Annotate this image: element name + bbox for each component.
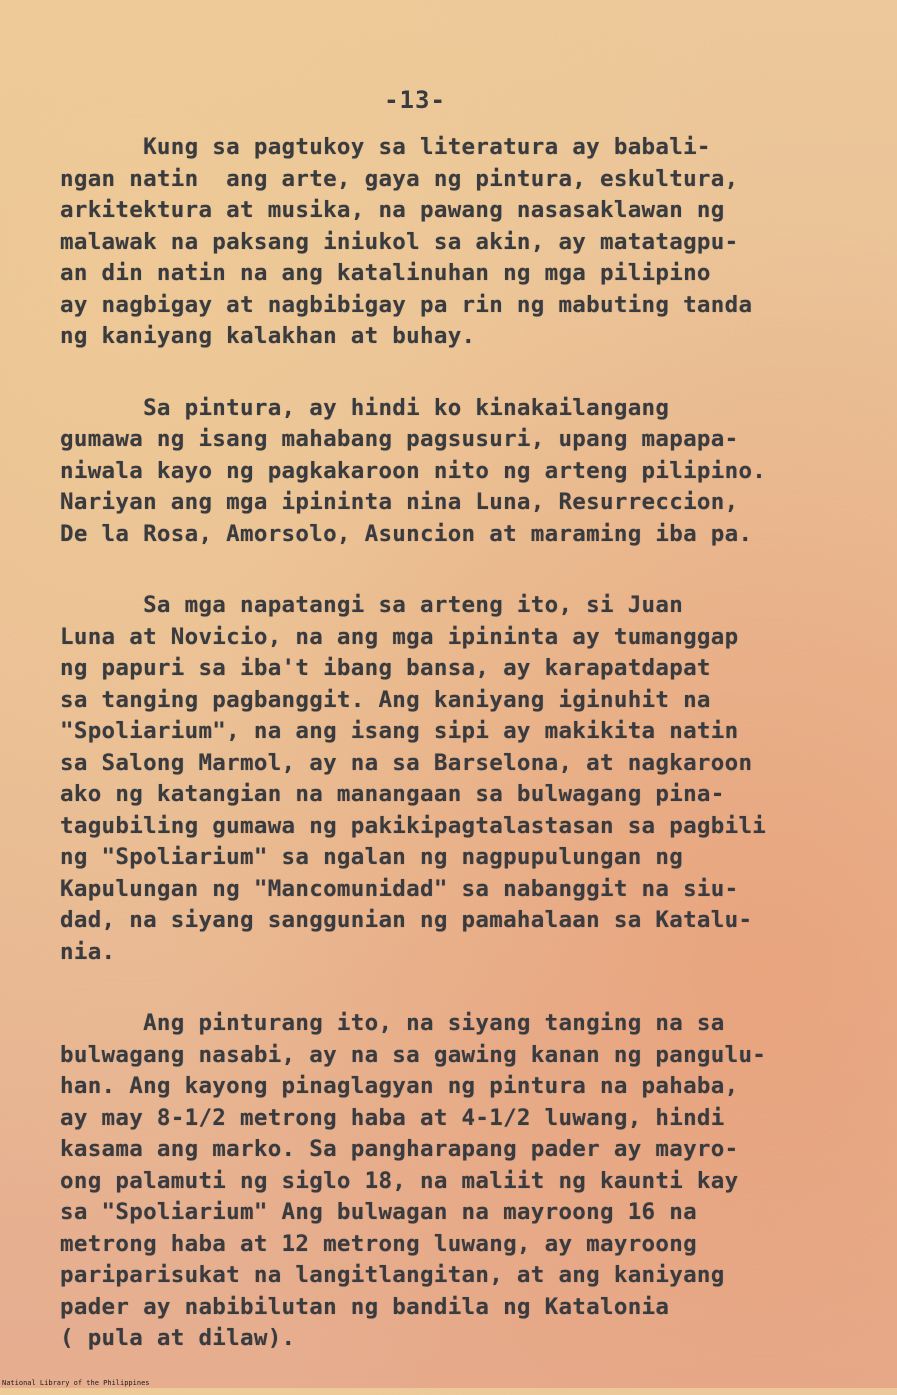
text-line: De la Rosa, Amorsolo, Asuncion at maraming iba pa. xyxy=(60,520,753,547)
text-line: dad, na siyang sanggunian ng pamahalaan sa Katalu- xyxy=(60,907,753,933)
text-line: nia. xyxy=(60,938,116,965)
paragraph-luna-novicio xyxy=(60,590,860,968)
text-line: sa "Spoliarium" Ang bulwagan na mayroong 16 na xyxy=(60,1199,697,1225)
text-line: ong palamuti ng siglo 18, na maliit ng kaunti kay xyxy=(60,1167,739,1194)
text-line: arkitektura at musika, na pawang nasasaklawan ng xyxy=(60,197,725,223)
text-line: bulwagang nasabi, ay na sa gawing kanan ng pangulu- xyxy=(60,1041,767,1068)
text-line: Sa pintura, ay hindi ko kinakailangang xyxy=(60,394,670,421)
footer-credit: National Library of the Philippines xyxy=(2,1379,150,1387)
text-line: ako ng katangian na manangaan sa bulwagang pina- xyxy=(60,781,725,807)
text-line: kasama ang marko. Sa pangharapang pader ay mayro- xyxy=(60,1136,739,1162)
page-number: -13- xyxy=(384,86,446,114)
text-line: sa Salong Marmol, ay na sa Barselona, at nagkaroon xyxy=(60,749,753,776)
text-line: Kung sa pagtukoy sa literatura ay babali- xyxy=(60,134,711,160)
text-line: gumawa ng isang mahabang pagsusuri, upang mapapa- xyxy=(60,426,739,452)
body-text xyxy=(60,132,860,1395)
paragraph-literature xyxy=(60,132,860,353)
text-line: metrong haba at 12 metrong luwang, ay mayroong xyxy=(60,1230,697,1257)
text-line: ngan natin ang arte, gaya ng pintura, eskultura, xyxy=(60,165,739,192)
text-line: ay may 8-1/2 metrong haba at 4-1/2 luwang, hindi xyxy=(60,1104,725,1131)
text-line: ( pula at dilaw). xyxy=(60,1325,296,1351)
text-line: malawak na paksang iniukol sa akin, ay matatagpu- xyxy=(60,228,739,255)
text-line: an din natin na ang katalinuhan ng mga pilipino xyxy=(60,260,711,286)
text-line: niwala kayo ng pagkakaroon nito ng arteng pilipino. xyxy=(60,457,767,484)
text-line: pariparisukat na langitlangitan, at ang kaniyang xyxy=(60,1262,725,1288)
paragraph-painting xyxy=(60,393,860,551)
text-line: han. Ang kayong pinaglagyan ng pintura na pahaba, xyxy=(60,1073,739,1099)
text-line: sa tanging pagbanggit. Ang kaniyang iginuhit na xyxy=(60,686,711,713)
text-line: Luna at Novicio, na ang mga ipininta ay tumanggap xyxy=(60,623,739,650)
text-line: Kapulungan ng "Mancomunidad" sa nabanggit na siu- xyxy=(60,875,739,902)
text-line: pader ay nabibilutan ng bandila ng Katalonia xyxy=(60,1293,670,1320)
text-line: ng kaniyang kalakhan at buhay. xyxy=(60,323,476,349)
text-line: Sa mga napatangi sa arteng ito, si Juan xyxy=(60,592,684,618)
text-line: Ang pinturang ito, na siyang tanging na sa xyxy=(60,1010,725,1036)
text-line: ng papuri sa iba't ibang bansa, ay karapatdapat xyxy=(60,655,711,681)
text-line: "Spoliarium", na ang isang sipi ay makikita natin xyxy=(60,718,739,744)
text-line: Nariyan ang mga ipininta nina Luna, Resurreccion, xyxy=(60,489,739,515)
text-line: ay nagbigay at nagbibigay pa rin ng mabuting tanda xyxy=(60,291,753,318)
text-line: ng "Spoliarium" sa ngalan ng nagpupulungan ng xyxy=(60,844,684,870)
text-line: tagubiling gumawa ng pakikipagtalastasan sa pagbili xyxy=(60,812,767,839)
paragraph-spoliarium-hall xyxy=(60,1008,860,1355)
